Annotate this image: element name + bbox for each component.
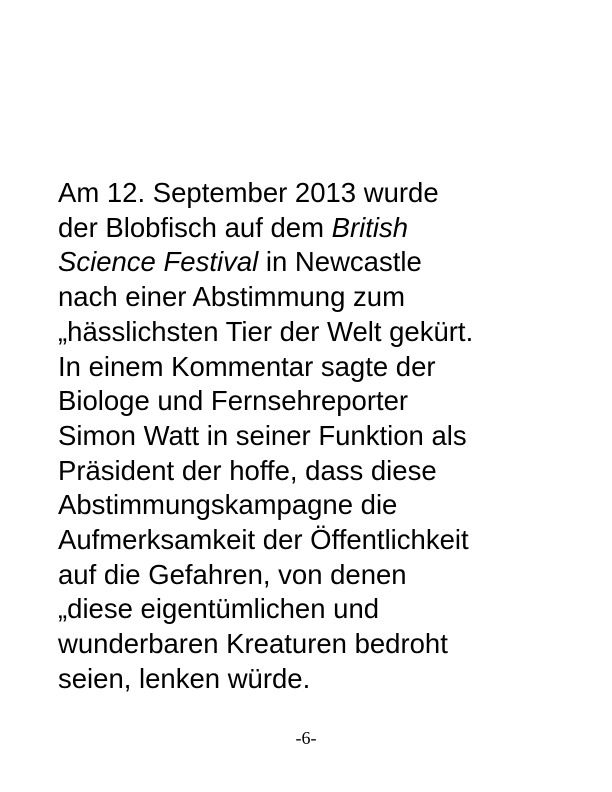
text-line: Am 12. September 2013 wurde: [58, 177, 439, 208]
text-line: Biologe und Fernsehreporter: [58, 385, 409, 417]
text-run: in Newcastle: [258, 246, 422, 278]
text-line: In einem Kommentar sagte der: [58, 350, 436, 382]
body-paragraph: [58, 176, 598, 697]
italic-event-name: Science Festival: [58, 246, 259, 278]
page-number: -6-: [295, 728, 317, 748]
text-line: nach einer Abstimmung zum: [58, 281, 405, 313]
italic-event-name: British: [331, 211, 409, 243]
text-line: auf die Gefahren, von denen: [58, 558, 407, 590]
text-line: seien, lenken würde.: [58, 662, 311, 694]
text-line: Aufmerksamkeit der Öffentlichkeit: [58, 524, 469, 556]
text-line: Abstimmungskampagne die: [58, 489, 398, 521]
text-line: [58, 211, 598, 246]
text-line: Simon Watt in seiner Funktion als: [58, 419, 467, 451]
text-line: wunderbaren Kreaturen bedroht: [58, 628, 448, 660]
text-line: Präsident der hoffe, dass diese: [58, 454, 437, 486]
text-line: „hässlichsten Tier der Welt gekürt.: [58, 315, 474, 347]
text-line: [58, 245, 598, 280]
text-line: „diese eigentümlichen und: [58, 593, 380, 625]
text-run: der Blobfisch auf dem: [58, 211, 332, 243]
